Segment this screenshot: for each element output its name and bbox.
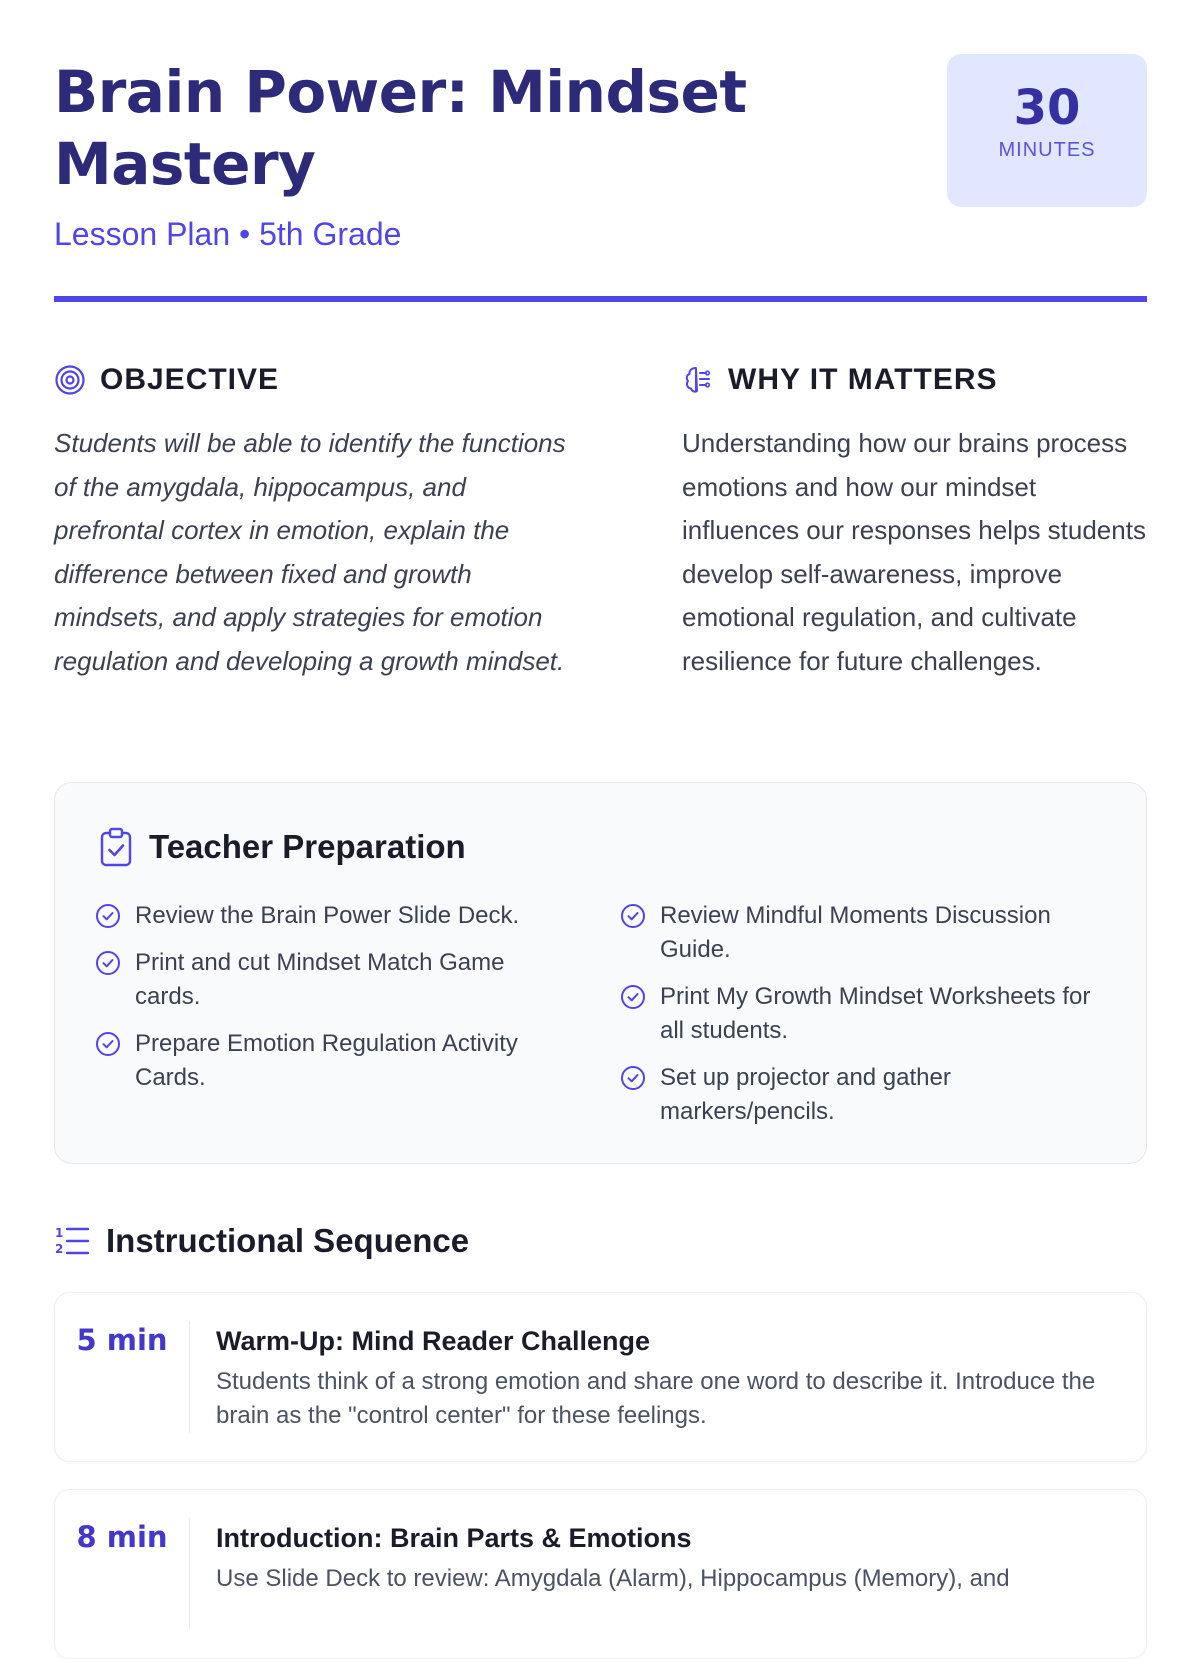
- header: [54, 0, 1147, 296]
- check-circle-icon: [620, 903, 646, 929]
- preparation-item-text: Set up projector and gather markers/pencils.: [660, 1064, 951, 1125]
- check-circle-icon: [95, 903, 121, 929]
- check-circle-icon: [620, 1065, 646, 1091]
- objective-section: [54, 360, 574, 683]
- sequence-step-2: [54, 1489, 1147, 1659]
- page-subtitle: Lesson Plan • 5th Grade: [54, 216, 402, 252]
- sequence-step-1: [54, 1292, 1147, 1462]
- svg-text:2: 2: [55, 1242, 64, 1256]
- preparation-item-text: Print My Growth Mindset Worksheets for all students.: [660, 983, 1091, 1044]
- page-title: Brain Power: Mindset Mastery: [54, 58, 747, 198]
- why-it-matters-section: [682, 360, 1152, 683]
- why-text: Understanding how our brains process emotions and how our mindset influences our responses helps students develop self-awareness, improve emotional regulation, and cultivate resilience for future challenges.: [682, 428, 1146, 676]
- list-item: [620, 1061, 1110, 1129]
- preparation-heading: Teacher Preparation: [149, 828, 466, 865]
- svg-text:1: 1: [55, 1226, 64, 1240]
- objective-heading: OBJECTIVE: [100, 363, 280, 396]
- step-description: Use Slide Deck to review: Amygdala (Alarm), Hippocampus (Memory), and: [216, 1565, 1010, 1592]
- brain-icon: [682, 364, 714, 396]
- preparation-item-text: Review the Brain Power Slide Deck.: [135, 902, 520, 929]
- preparation-item-text: Print and cut Mindset Match Game cards.: [135, 949, 505, 1010]
- step-title: Warm-Up: Mind Reader Challenge: [216, 1326, 651, 1356]
- list-item: [95, 946, 535, 1014]
- lesson-plan-page: [54, 0, 1147, 1592]
- preparation-list-right: [620, 899, 1110, 1142]
- list-item: [95, 899, 535, 933]
- step-separator: [189, 1321, 190, 1433]
- step-separator: [189, 1518, 190, 1630]
- duration-value: 30: [1013, 80, 1081, 136]
- teacher-preparation-card: [54, 782, 1147, 1164]
- list-item: [620, 980, 1110, 1048]
- step-description: Students think of a strong emotion and share one word to describe it. Introduce the brain as the "control center" for these feelings.: [216, 1368, 1096, 1429]
- numbered-list-icon: [54, 1223, 90, 1259]
- why-heading: WHY IT MATTERS: [728, 363, 998, 396]
- step-duration: 5 min: [76, 1323, 168, 1357]
- objective-text: Students will be able to identify the functions of the amygdala, hippocampus, and prefrontal cortex in emotion, explain the difference between fixed and growth mindsets, and apply strategies for emotion regulation and developing a growth mindset.: [54, 428, 566, 676]
- check-circle-icon: [620, 984, 646, 1010]
- list-item: [620, 899, 1110, 967]
- target-icon: [54, 364, 86, 396]
- step-title: Introduction: Brain Parts & Emotions: [216, 1523, 692, 1553]
- preparation-item-text: Prepare Emotion Regulation Activity Cards.: [135, 1030, 518, 1091]
- duration-badge: [947, 54, 1147, 207]
- step-duration: 8 min: [76, 1520, 168, 1554]
- sequence-heading: Instructional Sequence: [106, 1222, 470, 1259]
- check-circle-icon: [95, 950, 121, 976]
- list-item: [95, 1027, 535, 1095]
- preparation-item-text: Review Mindful Moments Discussion Guide.: [660, 902, 1051, 963]
- check-circle-icon: [95, 1031, 121, 1057]
- sequence-header: [54, 1222, 469, 1260]
- header-divider: [54, 296, 1147, 302]
- preparation-list-left: [95, 899, 535, 1108]
- clipboard-check-icon: [99, 827, 133, 867]
- duration-label: MINUTES: [998, 139, 1096, 161]
